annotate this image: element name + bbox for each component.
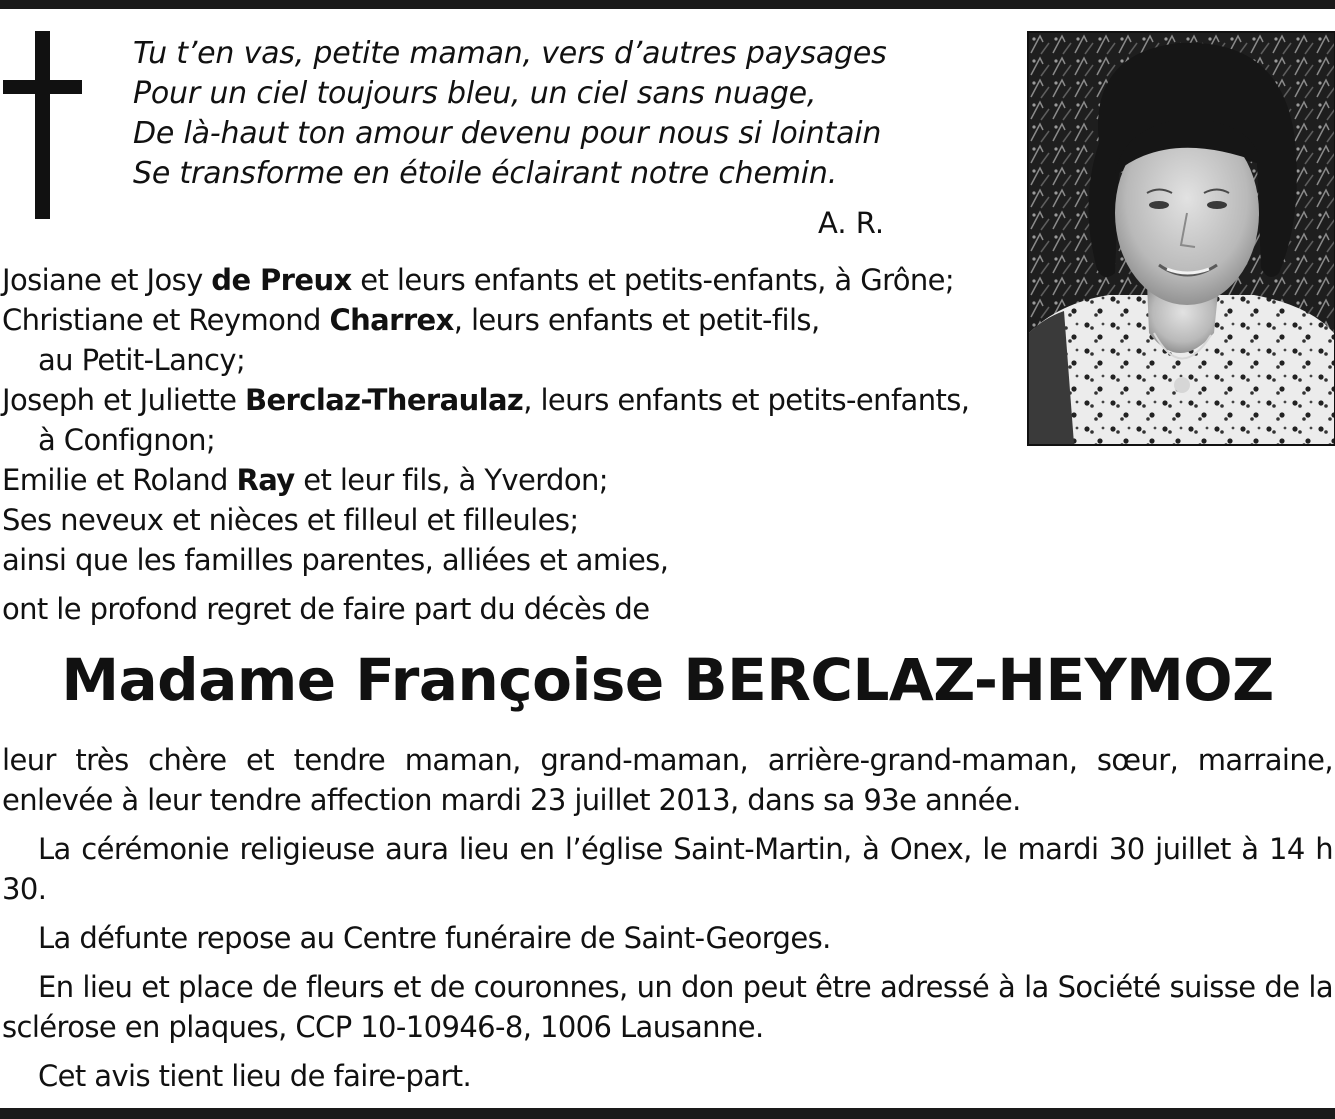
family-line: Ses neveux et nièces et filleul et filleules; bbox=[2, 503, 579, 537]
latin-cross-icon bbox=[0, 31, 84, 221]
family-line: Christiane et Reymond Charrex, leurs enfants et petit-fils, bbox=[2, 303, 820, 337]
notice-body bbox=[2, 740, 1333, 1096]
family-list bbox=[2, 260, 1022, 580]
deceased-name: Madame Françoise BERCLAZ-HEYMOZ bbox=[61, 646, 1274, 714]
poem bbox=[133, 34, 1003, 194]
poem-line: Se transforme en étoile éclairant notre chemin. bbox=[133, 156, 838, 191]
top-rule bbox=[0, 0, 1335, 9]
announcement: ont le profond regret de faire part du décès de bbox=[2, 592, 650, 626]
donation-paragraph: En lieu et place de fleurs et de couronnes, un don peut être adressé à la Société suisse de la sclérose en plaques, CCP 10-10946-8, 1006 Lausanne. bbox=[2, 970, 1333, 1044]
family-line: ainsi que les familles parentes, alliées et amies, bbox=[2, 543, 669, 577]
family-name: de Preux bbox=[211, 263, 352, 297]
notice-paragraph: Cet avis tient lieu de faire-part. bbox=[38, 1059, 472, 1093]
family-name: Berclaz-Theraulaz bbox=[244, 383, 524, 417]
intro-paragraph: leur très chère et tendre maman, grand-maman, arrière-grand-maman, sœur, marraine, enlevée à leur tendre affection mardi 23 juillet 2013, dans sa 93e année. bbox=[2, 743, 1333, 817]
family-line: Josiane et Josy de Preux et leurs enfants et petits-enfants, à Grône; bbox=[2, 263, 955, 297]
rest-paragraph: La défunte repose au Centre funéraire de Saint-Georges. bbox=[38, 921, 831, 955]
bottom-rule bbox=[0, 1108, 1335, 1119]
family-line: Emilie et Roland Ray et leur fils, à Yverdon; bbox=[2, 463, 608, 497]
family-line-continuation: à Confignon; bbox=[38, 423, 216, 457]
family-name: Ray bbox=[236, 463, 295, 497]
family-line: Joseph et Juliette Berclaz-Theraulaz, leurs enfants et petits-enfants, bbox=[2, 383, 970, 417]
family-line-continuation: au Petit-Lancy; bbox=[38, 343, 246, 377]
portrait-photo bbox=[1027, 31, 1335, 446]
poem-line: Pour un ciel toujours bleu, un ciel sans nuage, bbox=[133, 76, 817, 111]
poem-author: A. R. bbox=[818, 206, 885, 240]
poem-line: Tu t’en vas, petite maman, vers d’autres paysages bbox=[133, 36, 887, 71]
poem-line: De là-haut ton amour devenu pour nous si lointain bbox=[133, 116, 882, 151]
family-name: Charrex bbox=[329, 303, 454, 337]
ceremony-paragraph: La cérémonie religieuse aura lieu en l’église Saint-Martin, à Onex, le mardi 30 juillet à 14 h 30. bbox=[2, 832, 1333, 906]
